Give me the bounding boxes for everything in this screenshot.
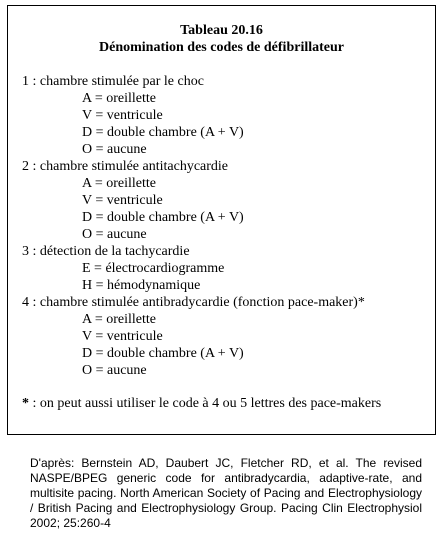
- code-option: D = double chambre (A + V): [82, 210, 244, 225]
- code-option: H = hémodynamique: [82, 278, 201, 293]
- table-subtitle: Dénomination des codes de défibrillateur: [99, 40, 344, 55]
- defibrillator-code-table: [7, 5, 436, 435]
- code-option: V = ventricule: [82, 193, 163, 208]
- code-option: E = électrocardiogramme: [82, 261, 225, 276]
- code-option: O = aucune: [82, 142, 147, 157]
- table-footnote: [22, 395, 381, 412]
- source-citation: D'après: Bernstein AD, Daubert JC, Fletcher RD, et al. The revised NASPE/BPEG generic code for antibradycardia, adaptive-rate, and multisite pacing. North American Society of Pacing and Electrophysiology / British Pacing and Electrophysiology Group. Pacing Clin Electrophysiol 2002; 25:260-4: [30, 456, 422, 530]
- footnote-text: : on peut aussi utiliser le code à 4 ou 5 lettres des pace-makers: [29, 396, 382, 411]
- section-label: 1 : chambre stimulée par le choc: [22, 74, 204, 89]
- code-option: D = double chambre (A + V): [82, 125, 244, 140]
- code-option: A = oreillette: [82, 91, 156, 106]
- code-option: D = double chambre (A + V): [82, 346, 244, 361]
- code-option: A = oreillette: [82, 312, 156, 327]
- code-option: V = ventricule: [82, 329, 163, 344]
- code-option: O = aucune: [82, 227, 147, 242]
- section-label: 2 : chambre stimulée antitachycardie: [22, 159, 229, 174]
- code-option: A = oreillette: [82, 176, 156, 191]
- table-title: Tableau 20.16: [180, 23, 263, 38]
- code-option: V = ventricule: [82, 108, 163, 123]
- code-option: O = aucune: [82, 363, 147, 378]
- section-label: 3 : détection de la tachycardie: [22, 244, 190, 259]
- footnote-marker: *: [22, 396, 29, 411]
- section-label: 4 : chambre stimulée antibradycardie (fonction pace-maker)*: [22, 295, 365, 310]
